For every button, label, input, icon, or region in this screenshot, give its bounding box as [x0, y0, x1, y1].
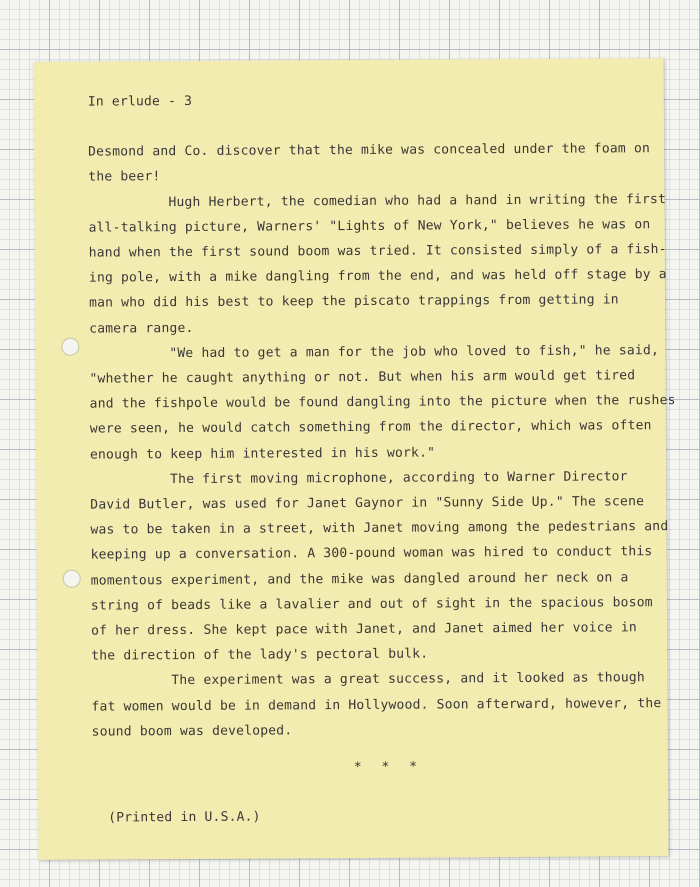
text-line: all-talking picture, Warners' "Lights of New York," believes he was on [88, 216, 651, 236]
punch-hole [61, 338, 79, 356]
text-line: fat women would be in demand in Hollywood. Soon afterward, however, the [91, 695, 662, 715]
text-line: string of beads like a lavalier and out of sight in the spacious bosom [90, 595, 653, 614]
text-line: and the fishpole would be found dangling into the picture when the rushes [89, 393, 676, 412]
text-line: "We had to get a man for the job who loved to fish," he said, [169, 342, 660, 361]
text-line: keeping up a conversation. A 300-pound woman was hired to conduct this [90, 544, 653, 564]
text-line: the direction of the lady's pectoral bulk. [91, 646, 429, 664]
text-line: momentous experiment, and the mike was dangled around her neck on a [90, 569, 629, 589]
text-line: The first moving microphone, according to Warner Director [170, 469, 628, 487]
text-line: Desmond and Co. discover that the mike was concealed under the foam on [88, 141, 651, 160]
text-line: man who did his best to keep the piscato trappings from getting in [88, 292, 619, 312]
text-line: were seen, he would catch something from the director, which was often [89, 418, 652, 438]
text-line: The experiment was a great success, and it looked as though [171, 670, 645, 689]
text-line: "whether he caught anything or not. But when his arm would get tired [89, 368, 636, 387]
section-separator: * * * [353, 759, 424, 776]
page-text [87, 86, 676, 831]
punch-hole [63, 570, 81, 588]
text-line: of her dress. She kept pace with Janet, and Janet aimed her voice in [91, 620, 637, 639]
printed-note: (Printed in U.S.A.) [108, 809, 261, 826]
page-header: In erlude - 3 [87, 93, 193, 110]
typed-page [34, 58, 676, 860]
text-line: Hugh Herbert, the comedian who had a hand in writing the first [168, 191, 667, 210]
text-line: enough to keep him interested in his work." [89, 445, 436, 463]
text-line: the beer! [88, 169, 161, 186]
text-line: sound boom was developed. [91, 723, 293, 740]
text-line: David Butler, was used for Janet Gaynor in "Sunny Side Up." The scene [90, 494, 645, 513]
text-line: hand when the first sound boom was tried. It consisted simply of a fish- [88, 242, 667, 261]
text-line: ing pole, with a mike dangling from the end, and was held off stage by a [88, 267, 667, 286]
text-line: camera range. [89, 320, 194, 337]
text-line: was to be taken in a street, with Janet moving among the pedestrians and [90, 519, 669, 538]
